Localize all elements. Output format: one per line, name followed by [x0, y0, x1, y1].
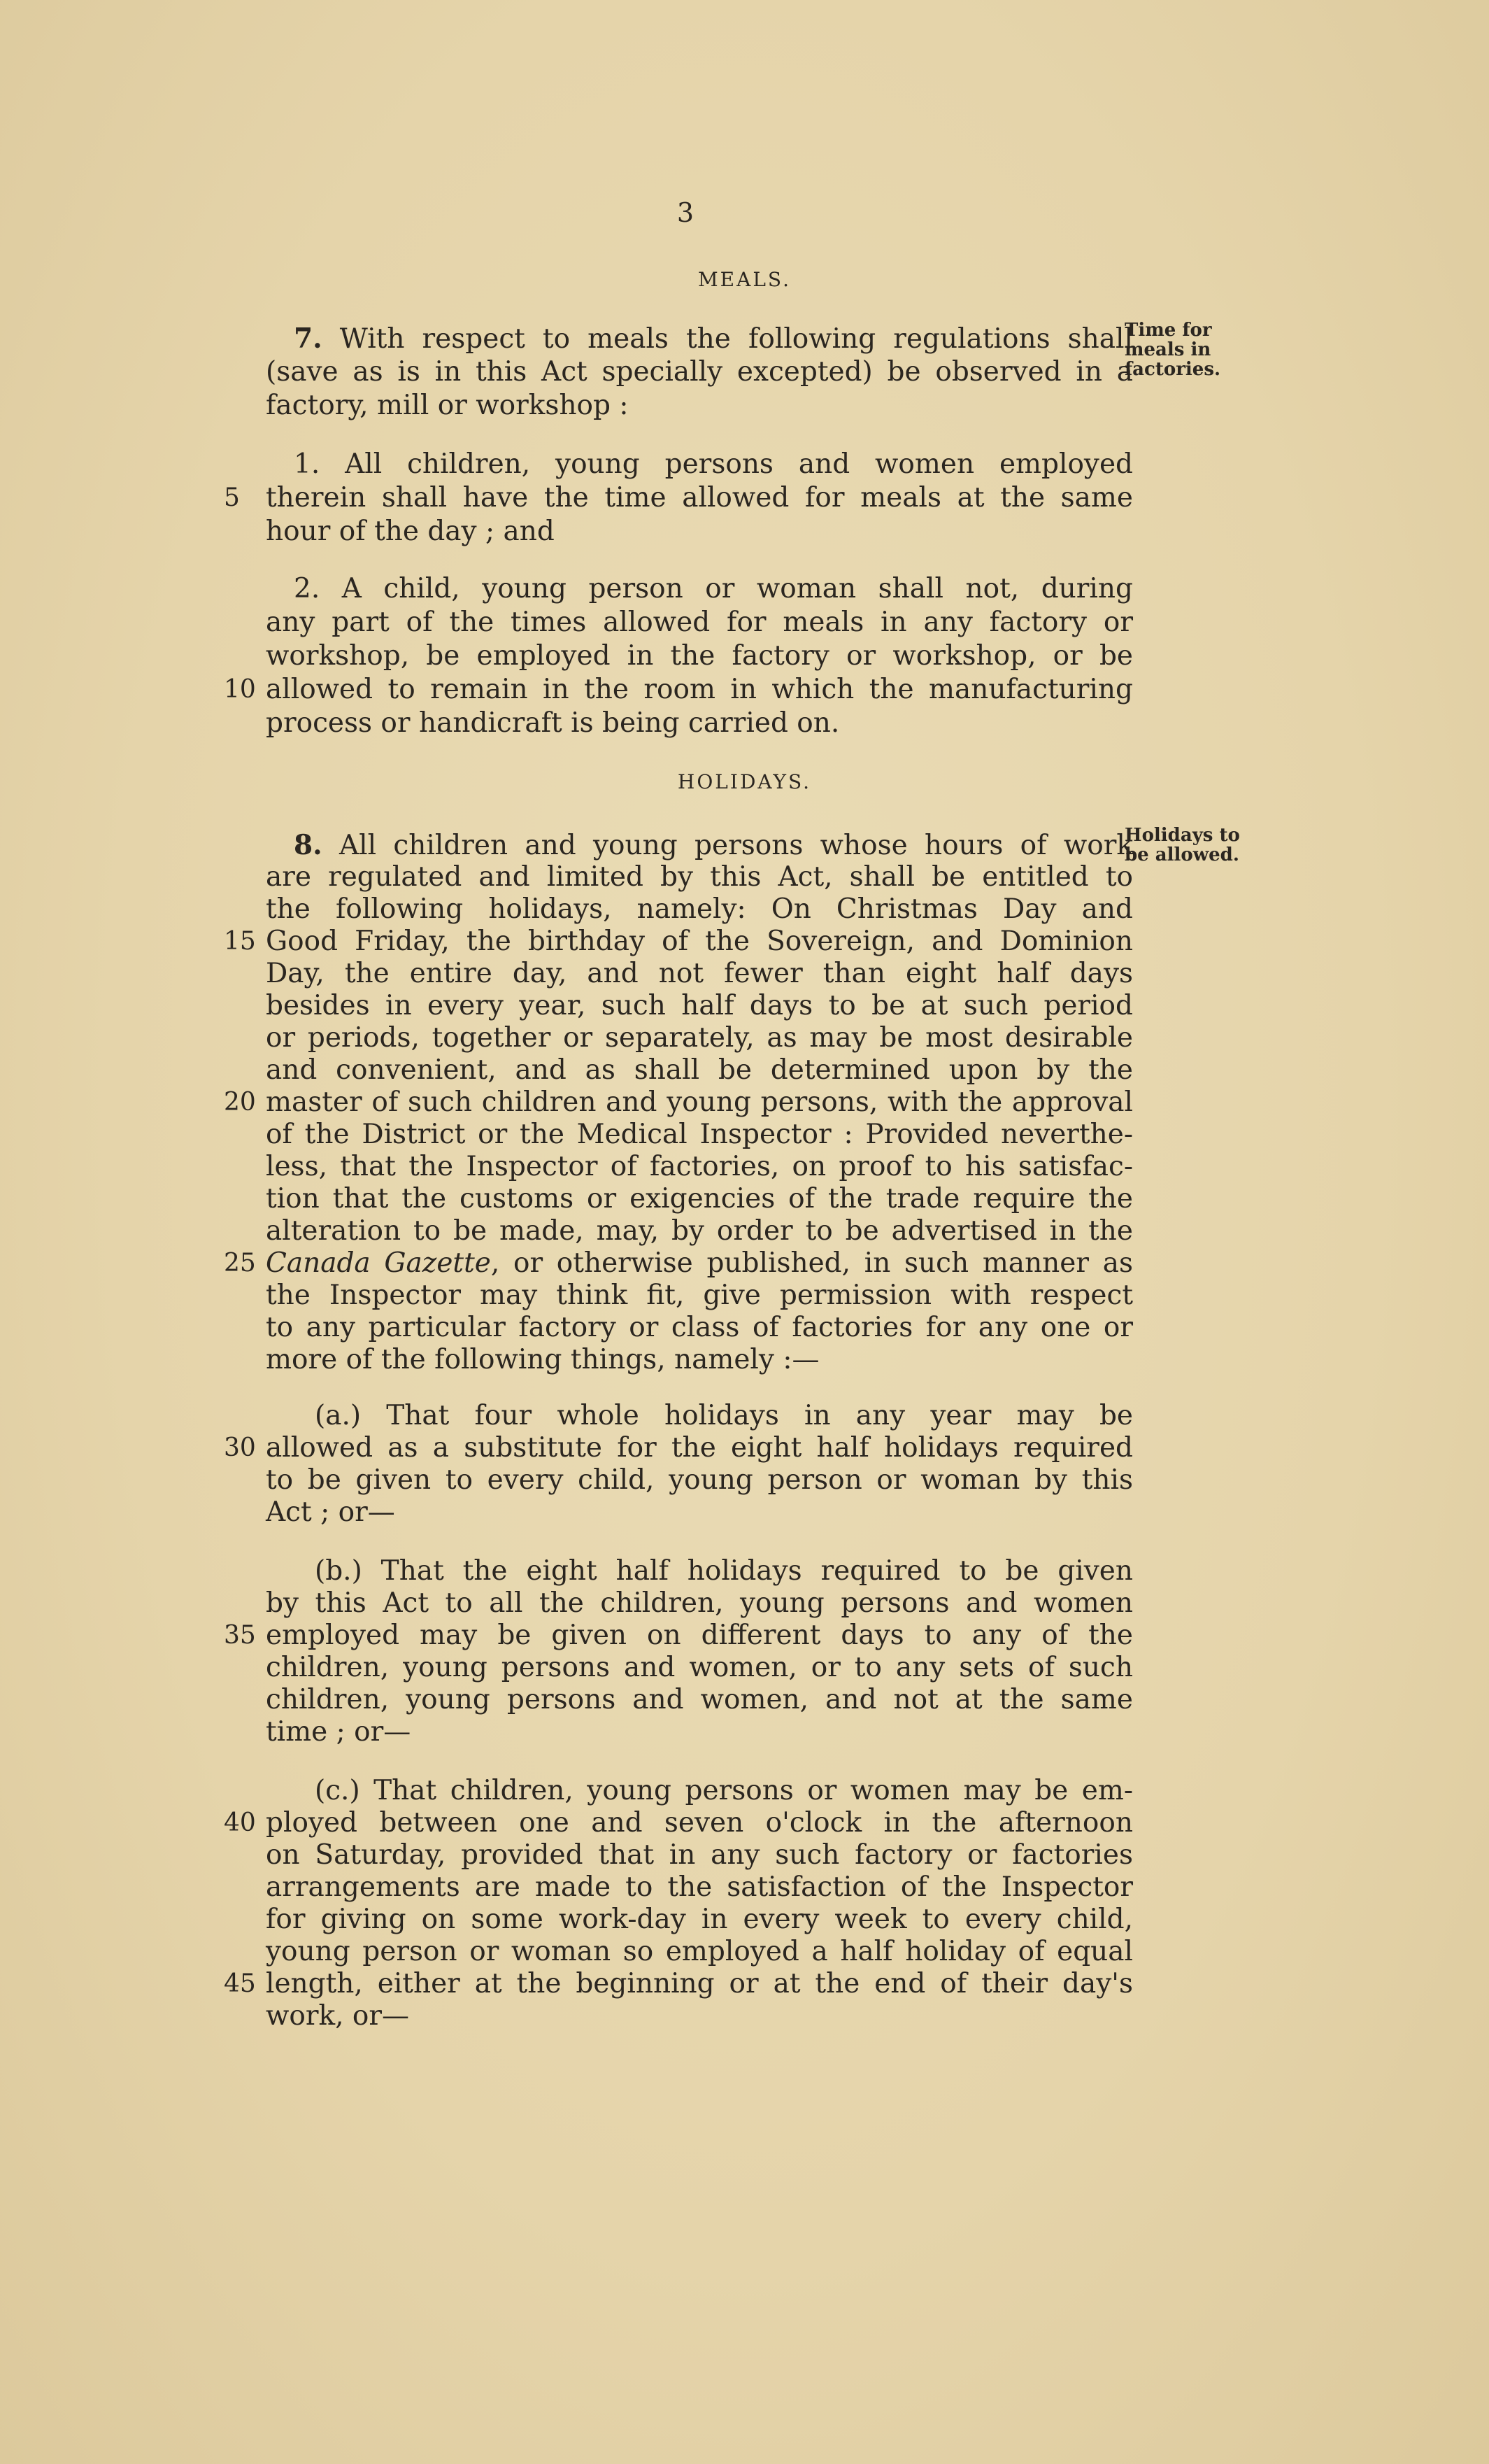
item-b-line: children, young persons and women, or to any sets of such	[266, 1652, 1133, 1683]
section-number: 7.	[294, 323, 322, 355]
section-8-line: to any particular factory or class of factories for any one or	[266, 1312, 1133, 1343]
line-number: 5	[224, 483, 240, 512]
item-c-line: young person or woman so employed a half holiday of equal	[266, 1936, 1133, 1967]
section-8-line: the following holidays, namely: On Christmas Day and	[266, 893, 1133, 925]
line-number: 25	[224, 1249, 256, 1277]
line-number: 10	[224, 675, 256, 704]
item-a-line: (a.) That four whole holidays in any year may be	[315, 1400, 1133, 1431]
margin-note-line: Time for	[1125, 320, 1212, 341]
item-a-line: to be given to every child, young person or woman by this	[266, 1464, 1133, 1496]
section-7-line: factory, mill or workshop :	[266, 390, 629, 421]
section-7-line: (save as is in this Act specially excepted) be observed in a	[266, 356, 1133, 388]
line-number: 45	[224, 1969, 256, 1998]
margin-note-line: factories.	[1125, 359, 1221, 380]
section-heading-holidays: HOLIDAYS.	[677, 770, 812, 793]
section-8-line: less, that the Inspector of factories, on proof to his satisfac-	[266, 1151, 1133, 1182]
section-8-line	[266, 1247, 1133, 1280]
item-c-line: length, either at the beginning or at the end of their day's	[266, 1968, 1133, 1999]
section-8-line: the Inspector may think fit, give permission with respect	[266, 1280, 1133, 1311]
item-a-line: Act ; or—	[266, 1496, 395, 1528]
section-8-line: and convenient, and as shall be determined upon by the	[266, 1054, 1133, 1086]
item-1-line: hour of the day ; and	[266, 516, 555, 547]
section-8-line	[294, 828, 1133, 863]
section-8-line: tion that the customs or exigencies of the trade require the	[266, 1183, 1133, 1215]
line-number: 35	[224, 1621, 256, 1650]
section-8-line: of the District or the Medical Inspector : Provided neverthe-	[266, 1119, 1133, 1150]
section-8-line: more of the following things, namely :—	[266, 1344, 820, 1375]
section-text: With respect to meals the following regulations shall	[322, 323, 1133, 355]
item-1-line: therein shall have the time allowed for meals at the same	[266, 482, 1133, 514]
margin-note-line: be allowed.	[1125, 844, 1239, 865]
section-8-line: alteration to be made, may, by order to be advertised in the	[266, 1215, 1133, 1247]
page-number: 3	[676, 197, 694, 228]
item-2-line: 2. A child, young person or woman shall not, during	[294, 573, 1133, 604]
item-b-line: time ; or—	[266, 1716, 411, 1748]
line-number: 15	[224, 927, 256, 956]
section-8-line: or periods, together or separately, as may be most desirable	[266, 1022, 1133, 1054]
item-2-line: any part of the times allowed for meals in any factory or	[266, 607, 1133, 638]
item-b-line: by this Act to all the children, young persons and women	[266, 1587, 1133, 1619]
line-number: 40	[224, 1808, 256, 1837]
section-8-line: Good Friday, the birthday of the Sovereign, and Dominion	[266, 926, 1133, 957]
line-number: 30	[224, 1433, 256, 1462]
item-c-line: for giving on some work-day in every week to every child,	[266, 1904, 1133, 1935]
section-7-line	[294, 322, 1133, 356]
section-8-line: besides in every year, such half days to be at such period	[266, 990, 1133, 1021]
section-text: , or otherwise published, in such manner as	[490, 1247, 1133, 1279]
margin-note-meals	[1125, 320, 1264, 379]
section-heading-meals: MEALS.	[697, 268, 791, 291]
section-8-line: are regulated and limited by this Act, shall be entitled to	[266, 861, 1133, 893]
item-b-line: children, young persons and women, and not at the same	[266, 1684, 1133, 1715]
item-2-line: allowed to remain in the room in which the manufacturing	[266, 674, 1133, 705]
item-c-line: arrangements are made to the satisfaction of the Inspector	[266, 1871, 1133, 1903]
item-2-line: workshop, be employed in the factory or workshop, or be	[266, 640, 1133, 672]
item-c-line: ployed between one and seven o'clock in the afternoon	[266, 1807, 1133, 1839]
section-8-line: master of such children and young persons, with the approval	[266, 1086, 1133, 1118]
gazette-title: Canada Gazette	[266, 1247, 491, 1279]
margin-note-line: meals in	[1125, 339, 1211, 360]
item-b-line: (b.) That the eight half holidays required to be given	[315, 1555, 1133, 1587]
item-1-line: 1. All children, young persons and women employed	[294, 448, 1133, 480]
section-text: All children and young persons whose hours of work	[322, 830, 1133, 861]
section-8-line: Day, the entire day, and not fewer than eight half days	[266, 958, 1133, 989]
item-a-line: allowed as a substitute for the eight half holidays required	[266, 1432, 1133, 1464]
margin-note-line: Holidays to	[1125, 825, 1240, 846]
line-number: 20	[224, 1088, 256, 1117]
item-c-line: work, or—	[266, 2000, 410, 2032]
item-b-line: employed may be given on different days to any of the	[266, 1620, 1133, 1651]
item-c-line: on Saturday, provided that in any such factory or factories	[266, 1839, 1133, 1871]
section-number: 8.	[294, 829, 322, 861]
item-2-line: process or handicraft is being carried on.	[266, 707, 840, 739]
item-c-line: (c.) That children, young persons or women may be em-	[315, 1775, 1133, 1806]
margin-note-holidays	[1125, 826, 1264, 865]
